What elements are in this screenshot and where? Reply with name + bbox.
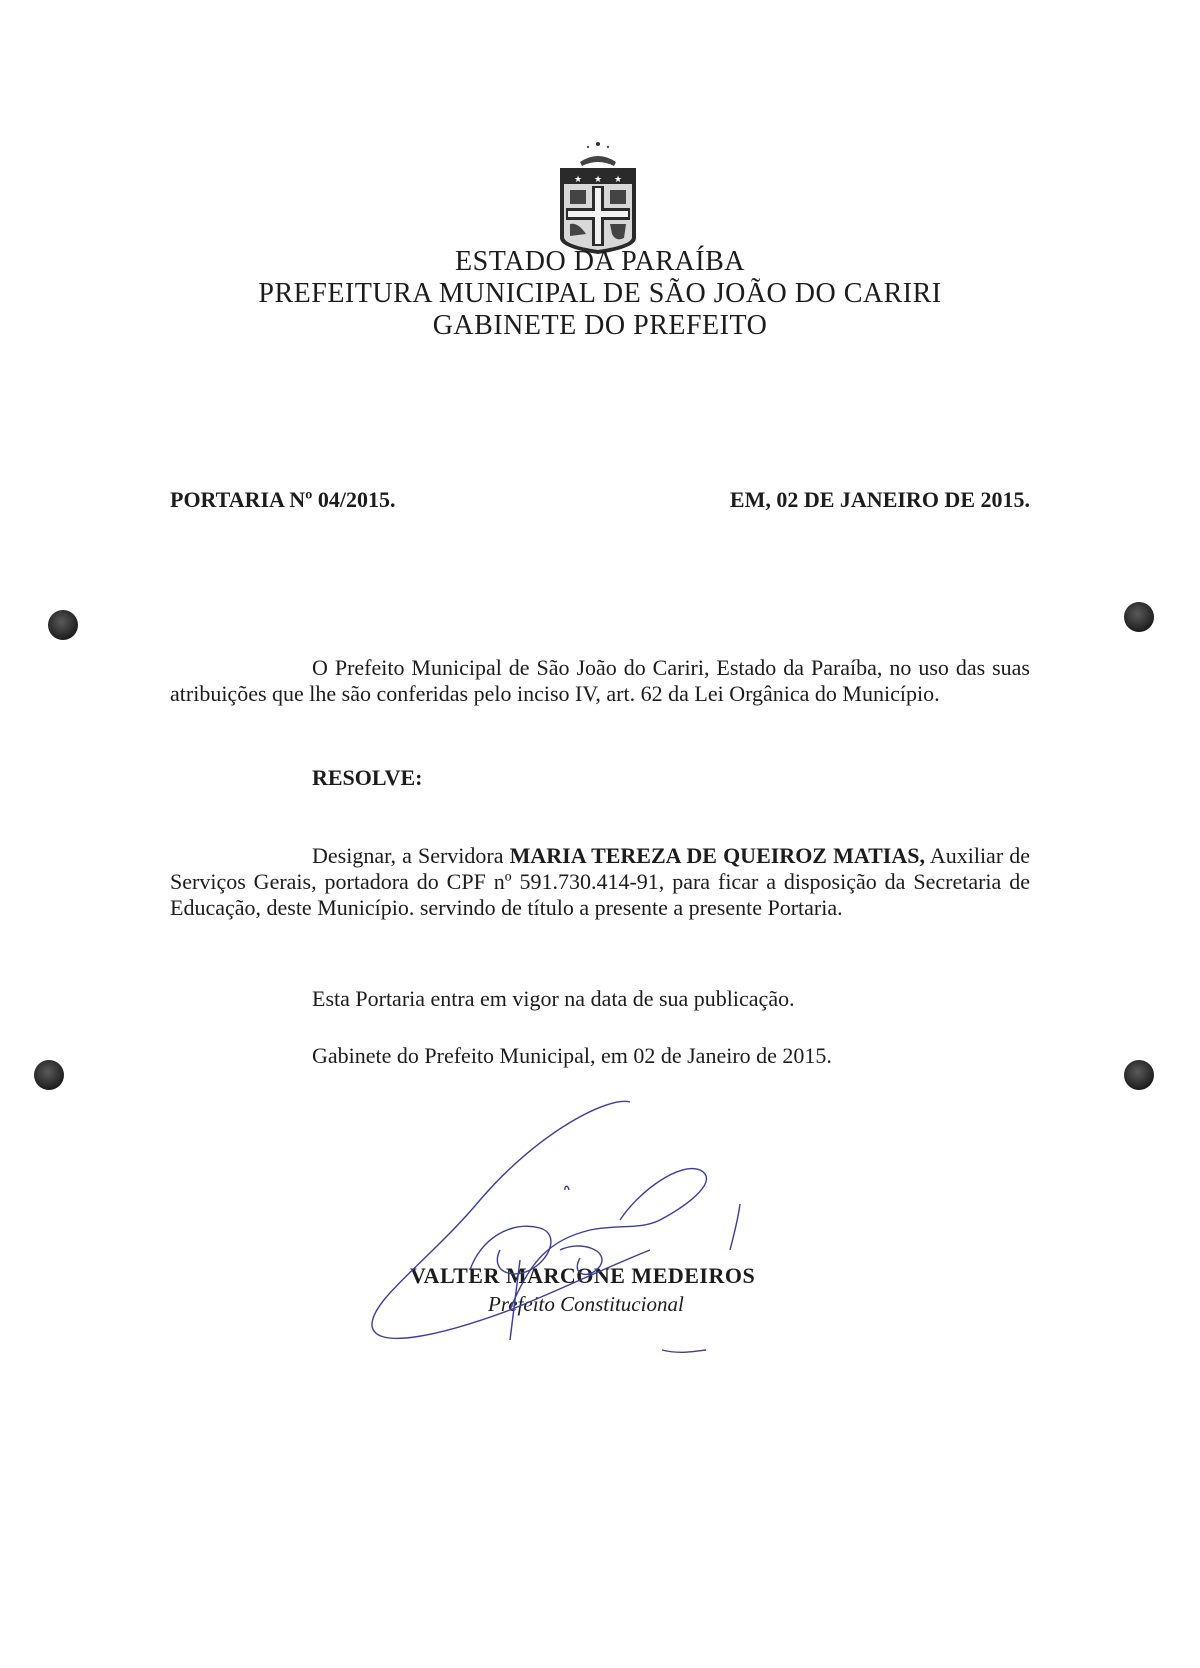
closing-line: Gabinete do Prefeito Municipal, em 02 de Janeiro de 2015. [312,1043,832,1068]
svg-text:★: ★ [574,175,583,185]
header-office: GABINETE DO PREFEITO [432,310,768,341]
portaria-date: EM, 02 DE JANEIRO DE 2015. [729,487,1030,512]
designation-prefix: Designar, a Servidora [312,843,510,868]
designation-paragraph [170,843,1030,921]
punch-hole-icon [34,1060,64,1090]
servant-name: MARIA TEREZA DE QUEIROZ MATIAS, [509,843,925,868]
resolve-heading: RESOLVE: [312,765,423,790]
header-state: ESTADO DA PARAÍBA [455,246,745,277]
svg-text:★: ★ [594,175,603,185]
portaria-number: PORTARIA Nº 04/2015. [170,487,396,512]
signatory-role: Prefeito Constitucional [488,1292,684,1316]
svg-text:★: ★ [614,175,623,185]
municipal-coat-of-arms-icon [554,138,642,256]
signatory-name: VALTER MARCONE MEDEIROS [410,1263,756,1288]
designation-text: Auxiliar de Serviços Gerais, portadora do CPF nº 591.730.414-91, para ficar a disposição da Secretaria de Educação, deste Município. servindo de título a presente a presente Portaria. [170,843,1030,920]
punch-hole-icon [1124,1060,1154,1090]
intro-paragraph: O Prefeito Municipal de São João do Cariri, Estado da Paraíba, no uso das suas atribuições que lhe são conferidas pelo inciso IV, art. 62 da Lei Orgânica do Município. [170,655,1030,706]
punch-hole-icon [1124,602,1154,632]
punch-hole-icon [48,610,78,640]
portaria-heading [170,487,1030,513]
handwritten-signature [360,1100,800,1360]
header-municipality: PREFEITURA MUNICIPAL DE SÃO JOÃO DO CARIRI [258,278,942,309]
vigor-clause: Esta Portaria entra em vigor na data de sua publicação. [312,986,795,1011]
